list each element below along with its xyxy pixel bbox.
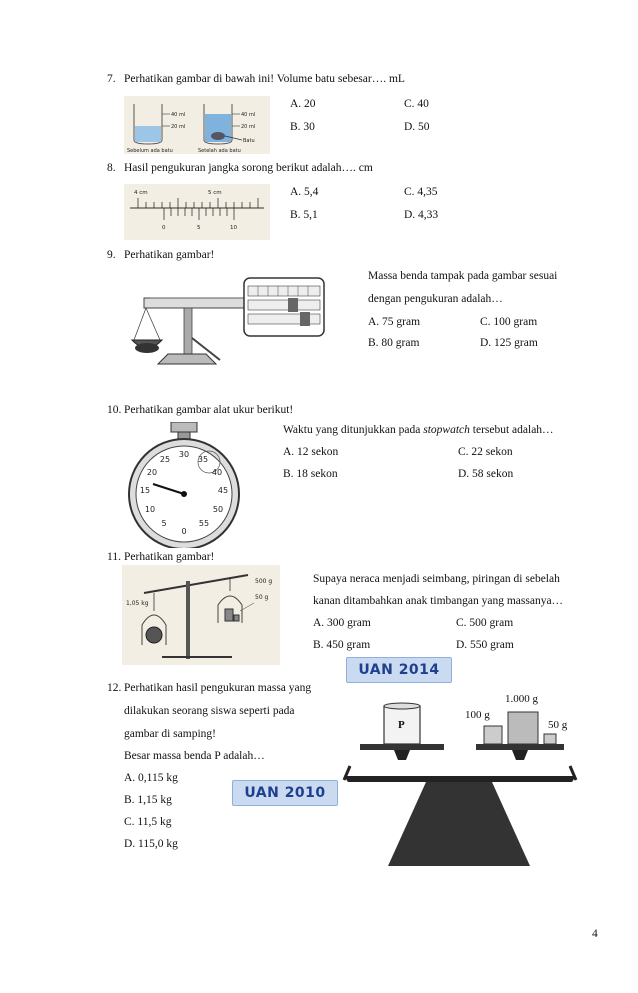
question-7-number: 7. [107, 73, 116, 85]
q10-option-a: A. 12 sekon [283, 446, 339, 458]
page-number: 4 [592, 928, 598, 940]
dial-5: 5 [161, 519, 167, 528]
fig7-label-2: 20 ml [171, 124, 186, 130]
dial-35: 35 [197, 455, 209, 464]
q11-option-c: C. 500 gram [456, 617, 514, 629]
q11-option-b: B. 450 gram [313, 639, 371, 651]
q10-body [283, 424, 554, 436]
q12-text-line-2: dilakukan seorang siswa seperti pada [124, 705, 295, 717]
dial-40: 40 [211, 468, 223, 477]
question-10-number: 10. [107, 404, 122, 416]
fig7-label-4: 20 ml [241, 124, 256, 130]
fig11-label-1: 1,05 kg [126, 600, 149, 607]
fig8-label-2: 5 cm [208, 190, 222, 196]
dial-55: 55 [198, 519, 210, 528]
fig8-label-3: 0 [162, 225, 166, 231]
q12-text-line-1: Perhatikan hasil pengukuran massa yang [124, 682, 312, 694]
question-9-balance-figure [128, 268, 332, 376]
question-9-number: 9. [107, 249, 116, 261]
fig11-label-3: 50 g [255, 594, 269, 601]
q10-body-italic: stopwatch [423, 424, 470, 436]
dial-45: 45 [217, 486, 229, 495]
question-11-number: 11. [107, 551, 121, 563]
dial-50: 50 [212, 505, 224, 514]
dial-10: 10 [144, 505, 156, 514]
dial-15: 15 [139, 486, 151, 495]
q8-option-c: C. 4,35 [404, 186, 438, 198]
q11-option-d: D. 550 gram [456, 639, 514, 651]
fig7-label-3: 40 ml [241, 112, 256, 118]
fig8-label-5: 10 [230, 225, 237, 231]
q11-body-line-1: Supaya neraca menjadi seimbang, piringan di sebelah [313, 573, 560, 585]
q12-text-line-3: gambar di samping! [124, 728, 216, 740]
question-8-text: Hasil pengukuran jangka sorong berikut adalah…. cm [124, 162, 373, 174]
q10-option-c: C. 22 sekon [458, 446, 513, 458]
q9-option-a: A. 75 gram [368, 316, 421, 328]
q7-option-c: C. 40 [404, 98, 429, 110]
q9-body-line-1: Massa benda tampak pada gambar sesuai [368, 270, 558, 282]
fig12-label-50g: 50 g [548, 719, 568, 731]
dial-30: 30 [178, 450, 190, 459]
fig7-label-5: Batu [243, 138, 255, 144]
dial-25: 25 [159, 455, 171, 464]
question-8-number: 8. [107, 162, 116, 174]
fig11-label-2: 500 g [255, 578, 273, 585]
badge-uan-2014: UAN 2014 [346, 657, 452, 683]
q12-option-a: A. 0,115 kg [124, 772, 178, 784]
q8-option-d: D. 4,33 [404, 209, 439, 221]
q7-option-b: B. 30 [290, 121, 315, 133]
fig7-caption-1: Sebelum ada batu [127, 148, 173, 154]
fig7-caption-2: Setelah ada batu [198, 148, 241, 154]
q8-option-a: A. 5,4 [290, 186, 319, 198]
q9-option-b: B. 80 gram [368, 337, 420, 349]
fig12-label-100g: 100 g [465, 709, 490, 721]
question-11-balance-figure [122, 565, 280, 665]
q12-option-c: C. 11,5 kg [124, 816, 172, 828]
q10-body-suffix: tersebut adalah… [469, 424, 554, 436]
q12-option-d: D. 115,0 kg [124, 838, 178, 850]
question-12-balance-figure [340, 688, 580, 868]
q9-body-line-2: dengan pengukuran adalah… [368, 293, 503, 305]
q10-body-prefix: Waktu yang ditunjukkan pada [283, 424, 424, 436]
q11-body-line-2: kanan ditambahkan anak timbangan yang massanya… [313, 595, 564, 607]
q8-option-b: B. 5,1 [290, 209, 318, 221]
q9-option-d: D. 125 gram [480, 337, 538, 349]
q10-option-d: D. 58 sekon [458, 468, 514, 480]
q7-option-a: A. 20 [290, 98, 316, 110]
question-11-text: Perhatikan gambar! [124, 551, 215, 563]
fig12-label-p: P [398, 719, 405, 731]
fig12-label-1000g: 1.000 g [505, 693, 538, 705]
badge-uan-2010: UAN 2010 [232, 780, 338, 806]
fig7-label-1: 40 ml [171, 112, 186, 118]
question-8-caliper-figure [124, 184, 270, 240]
q12-option-b: B. 1,15 kg [124, 794, 172, 806]
question-12-number: 12. [107, 682, 122, 694]
q9-option-c: C. 100 gram [480, 316, 538, 328]
dial-0: 0 [181, 527, 187, 536]
q7-option-d: D. 50 [404, 121, 430, 133]
q11-option-a: A. 300 gram [313, 617, 371, 629]
question-10-stopwatch-figure [119, 422, 249, 548]
q12-text-line-4: Besar massa benda P adalah… [124, 750, 265, 762]
question-7-figure [124, 96, 270, 154]
question-10-text: Perhatikan gambar alat ukur berikut! [124, 404, 294, 416]
fig8-label-4: 5 [197, 225, 201, 231]
q10-option-b: B. 18 sekon [283, 468, 338, 480]
question-7-text: Perhatikan gambar di bawah ini! Volume batu sebesar…. mL [124, 73, 405, 85]
question-9-text: Perhatikan gambar! [124, 249, 215, 261]
dial-20: 20 [146, 468, 158, 477]
fig8-label-1: 4 cm [134, 190, 148, 196]
